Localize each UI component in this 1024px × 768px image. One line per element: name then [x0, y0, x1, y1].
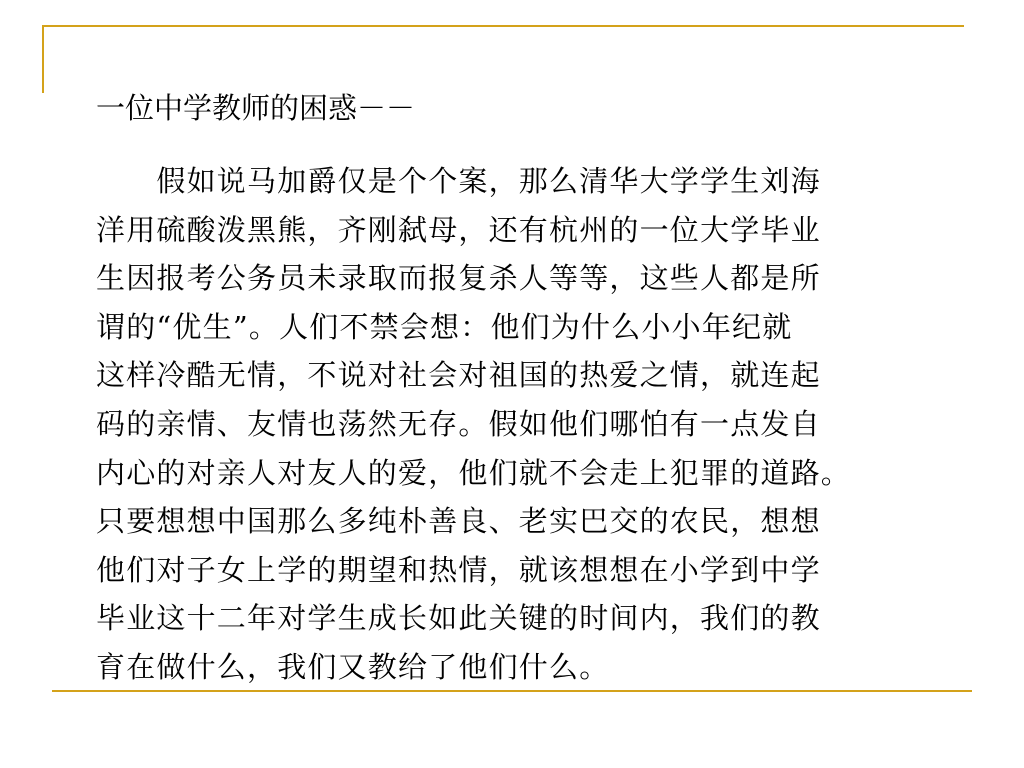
bottom-border-line [52, 690, 972, 692]
body-line: 内心的对亲人对友人的爱，他们就不会走上犯罪的道路。 [96, 455, 852, 490]
top-border-line [42, 25, 964, 27]
body-line: 育在做什么，我们又教给了他们什么。 [96, 649, 610, 684]
slide-title: 一位中学教师的困惑－－ [96, 91, 416, 125]
body-line: 生因报考公务员未录取而报复杀人等等，这些人都是所 [96, 261, 821, 296]
body-line: 只要想想中国那么多纯朴善良、老实巴交的农民，想想 [96, 504, 821, 539]
body-line: 洋用硫酸泼黑熊，齐刚弑母，还有杭州的一位大学毕业 [96, 212, 821, 247]
body-paragraph [96, 157, 851, 692]
body-line: 毕业这十二年对学生成长如此关键的时间内，我们的教 [96, 601, 821, 636]
body-line: 谓的“优生”。人们不禁会想：他们为什么小小年纪就 [96, 309, 793, 344]
body-line: 这样冷酷无情，不说对社会对祖国的热爱之情，就连起 [96, 358, 821, 393]
body-line: 码的亲情、友情也荡然无存。假如他们哪怕有一点发自 [96, 406, 821, 441]
left-border-line [42, 25, 44, 93]
body-line: 他们对子女上学的期望和热情，就该想想在小学到中学 [96, 552, 821, 587]
body-line: 假如说马加爵仅是个个案，那么清华大学学生刘海 [96, 164, 821, 198]
